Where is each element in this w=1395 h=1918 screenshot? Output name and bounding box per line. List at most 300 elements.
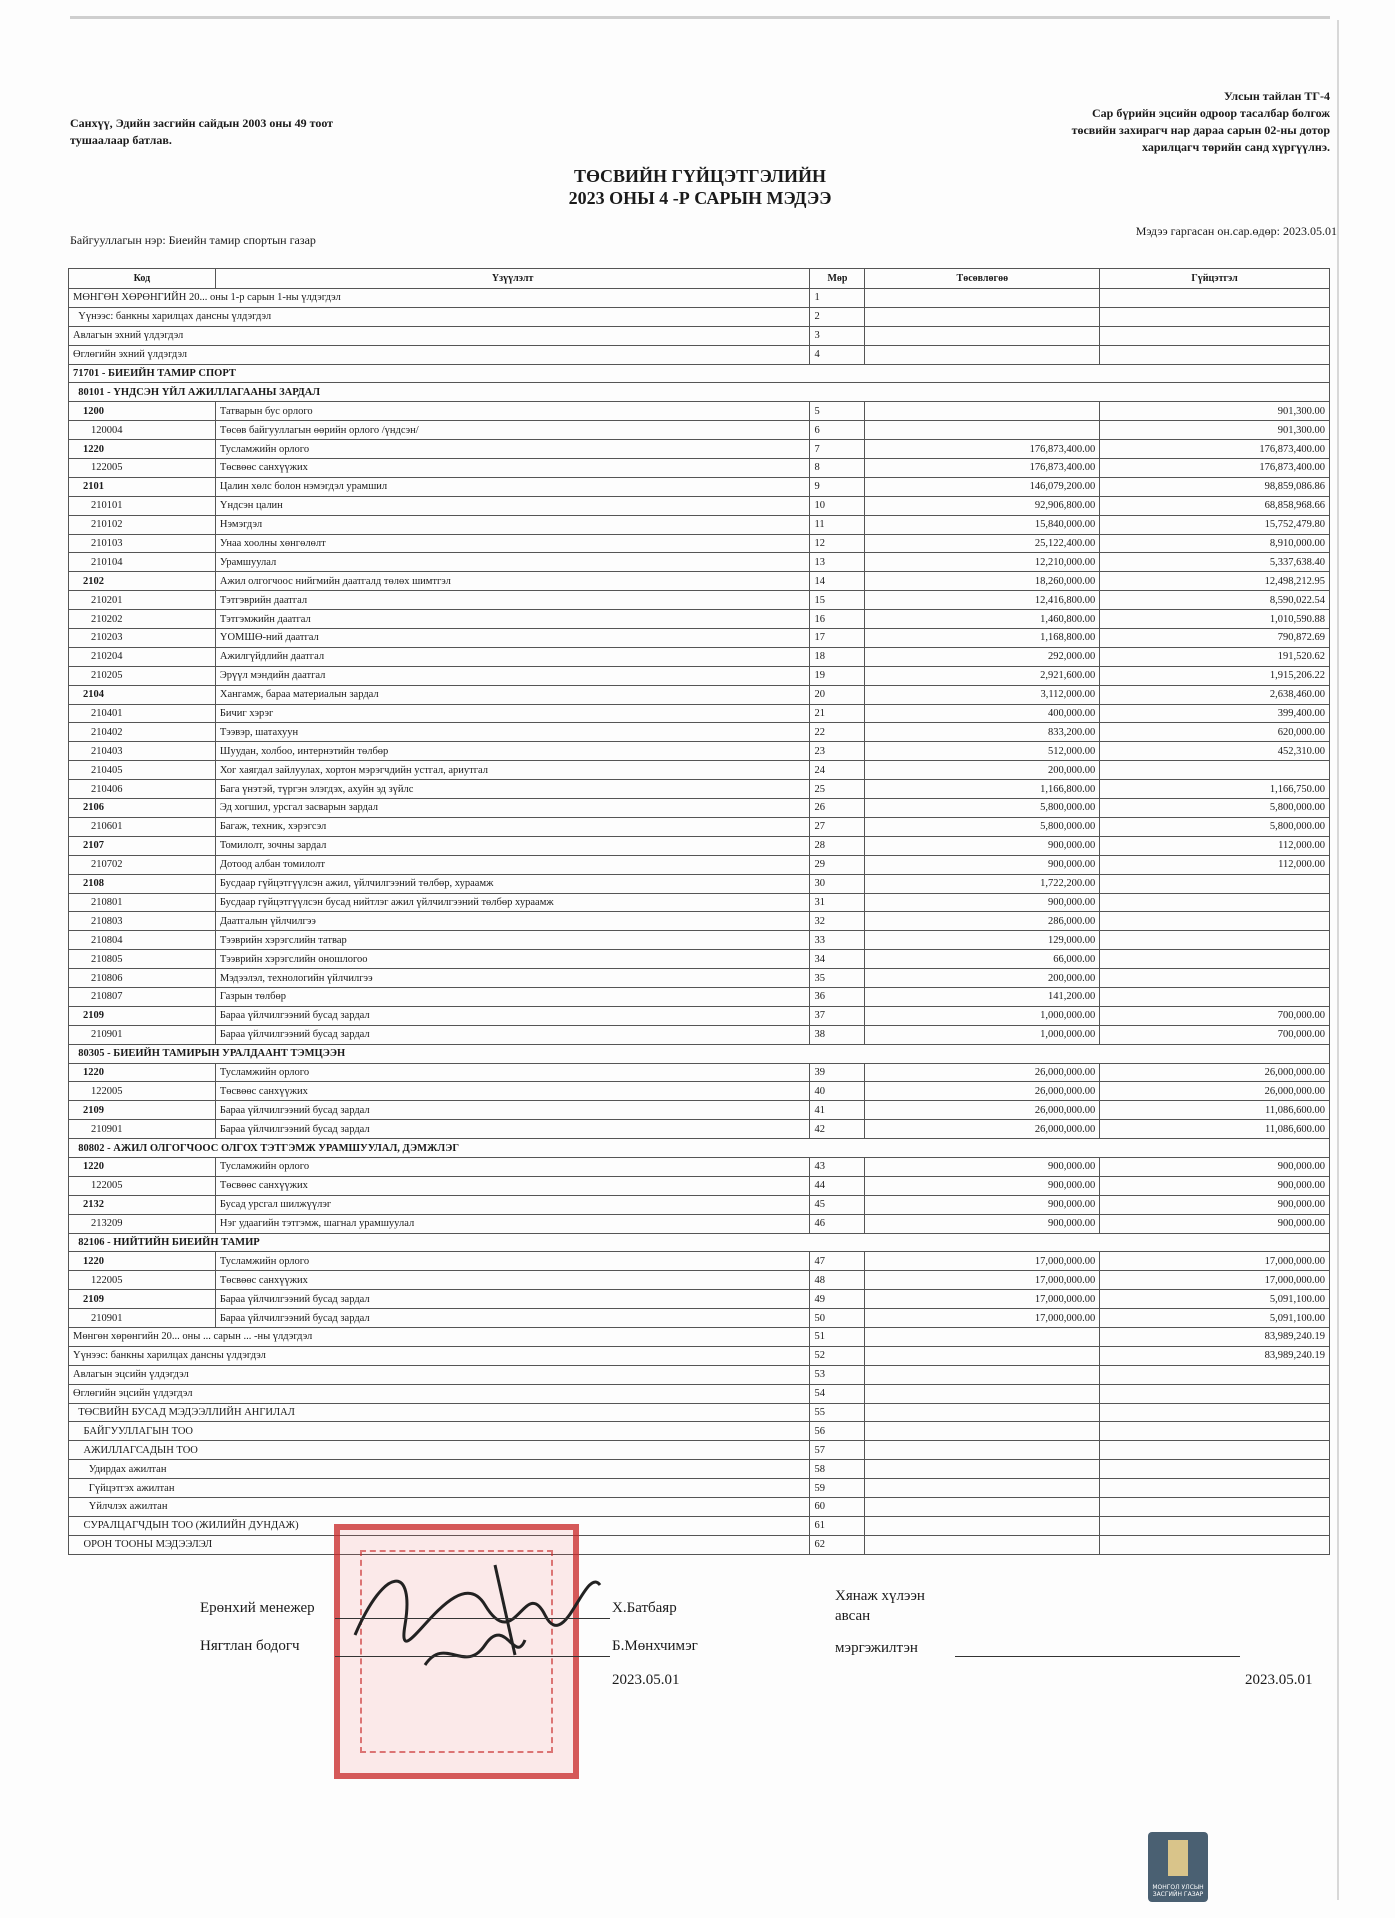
table-row — [69, 1214, 1330, 1233]
table-row — [69, 515, 1330, 534]
plan-value — [865, 1460, 1100, 1479]
plan-value: 18,260,000.00 — [865, 572, 1100, 591]
account-name: Эрүүл мэндийн даатгал — [215, 666, 810, 685]
table-row — [69, 1044, 1330, 1063]
accountant-name: Б.Мөнхчимэг — [612, 1638, 698, 1654]
table-row — [69, 1327, 1330, 1346]
account-name: Тусламжийн орлого — [215, 440, 810, 459]
row-number: 49 — [810, 1290, 865, 1309]
account-code: 120004 — [69, 421, 216, 440]
col-header-row: Мөр — [810, 269, 865, 289]
plan-value: 66,000.00 — [865, 950, 1100, 969]
plan-value: 17,000,000.00 — [865, 1309, 1100, 1328]
row-number: 18 — [810, 647, 865, 666]
table-row — [69, 1346, 1330, 1365]
table-row — [69, 1422, 1330, 1441]
account-name: Хангамж, бараа материалын зардал — [215, 685, 810, 704]
row-number: 16 — [810, 610, 865, 629]
plan-value: 900,000.00 — [865, 1176, 1100, 1195]
approval-line-1: Санхүү, Эдийн засгийн сайдын 2003 оны 49 тоот — [70, 116, 334, 130]
account-code: 2102 — [69, 572, 216, 591]
table-row — [69, 496, 1330, 515]
manager-name: Х.Батбаяр — [612, 1600, 677, 1616]
account-name: Нэг удаагийн тэтгэмж, шагнал урамшуулал — [215, 1214, 810, 1233]
actual-value — [1100, 307, 1330, 326]
row-number: 41 — [810, 1101, 865, 1120]
plan-value: 1,000,000.00 — [865, 1025, 1100, 1044]
actual-value: 26,000,000.00 — [1100, 1082, 1330, 1101]
row-number: 50 — [810, 1309, 865, 1328]
account-name: Тэтгэврийн даатгал — [215, 591, 810, 610]
row-number: 35 — [810, 969, 865, 988]
account-name: Бараа үйлчилгээний бусад зардал — [215, 1025, 810, 1044]
actual-value — [1100, 1460, 1330, 1479]
account-code: 210202 — [69, 610, 216, 629]
plan-value: 176,873,400.00 — [865, 440, 1100, 459]
form-note-line-4: харилцагч төрийн санд хүргүүлнэ. — [1141, 140, 1330, 154]
actual-value: 26,000,000.00 — [1100, 1063, 1330, 1082]
col-header-plan: Төсөвлөгөө — [865, 269, 1100, 289]
account-code: 210203 — [69, 629, 216, 648]
plan-value — [865, 326, 1100, 345]
row-number: 58 — [810, 1460, 865, 1479]
plan-value: 1,166,800.00 — [865, 780, 1100, 799]
plan-value: 17,000,000.00 — [865, 1252, 1100, 1271]
table-row — [69, 383, 1330, 402]
row-label: Өглөгийн эцсийн үлдэгдэл — [69, 1384, 810, 1403]
plan-value: 2,921,600.00 — [865, 666, 1100, 685]
account-code: 2106 — [69, 799, 216, 818]
plan-value: 146,079,200.00 — [865, 477, 1100, 496]
table-row — [69, 477, 1330, 496]
table-row — [69, 534, 1330, 553]
actual-value: 5,800,000.00 — [1100, 799, 1330, 818]
account-code: 210402 — [69, 723, 216, 742]
row-label: ОРОН ТООНЫ МЭДЭЭЛЭЛ — [69, 1535, 810, 1554]
logo-line-2: ЗАСГИЙН ГАЗАР — [1152, 1891, 1204, 1898]
account-name: Төсвөөс санхүүжих — [215, 1082, 810, 1101]
table-row — [69, 610, 1330, 629]
actual-value — [1100, 289, 1330, 308]
right-date: 2023.05.01 — [1245, 1672, 1313, 1688]
plan-value — [865, 1498, 1100, 1517]
row-number: 25 — [810, 780, 865, 799]
table-row — [69, 1384, 1330, 1403]
actual-value: 11,086,600.00 — [1100, 1101, 1330, 1120]
account-code: 2101 — [69, 477, 216, 496]
table-row — [69, 1157, 1330, 1176]
plan-value: 26,000,000.00 — [865, 1082, 1100, 1101]
row-number: 40 — [810, 1082, 865, 1101]
plan-value — [865, 1516, 1100, 1535]
table-row — [69, 1460, 1330, 1479]
account-name: Төсвөөс санхүүжих — [215, 1176, 810, 1195]
plan-value: 900,000.00 — [865, 1195, 1100, 1214]
row-number: 33 — [810, 931, 865, 950]
plan-value: 200,000.00 — [865, 969, 1100, 988]
actual-value: 620,000.00 — [1100, 723, 1330, 742]
actual-value — [1100, 1403, 1330, 1422]
plan-value: 15,840,000.00 — [865, 515, 1100, 534]
row-number: 47 — [810, 1252, 865, 1271]
table-row — [69, 572, 1330, 591]
account-code: 2104 — [69, 685, 216, 704]
row-number: 39 — [810, 1063, 865, 1082]
row-number: 34 — [810, 950, 865, 969]
row-number: 22 — [810, 723, 865, 742]
row-number: 48 — [810, 1271, 865, 1290]
account-name: Бага үнэтэй, түргэн элэгдэх, ахуйн эд зүйлс — [215, 780, 810, 799]
plan-value: 26,000,000.00 — [865, 1101, 1100, 1120]
row-label: СУРАЛЦАГЧДЫН ТОО (ЖИЛИЙН ДУНДАЖ) — [69, 1516, 810, 1535]
left-date: 2023.05.01 — [612, 1672, 680, 1688]
account-name: Бусдаар гүйцэтгүүлсэн бусад нийтлэг ажил үйлчилгээний төлбөр хураамж — [215, 893, 810, 912]
reviewer-title: мэргэжилтэн — [835, 1640, 918, 1656]
table-row — [69, 912, 1330, 931]
plan-value — [865, 1441, 1100, 1460]
account-name: Багаж, техник, хэрэгсэл — [215, 817, 810, 836]
table-row — [69, 289, 1330, 308]
section-heading: 80101 - ҮНДСЭН ҮЙЛ АЖИЛЛАГААНЫ ЗАРДАЛ — [69, 383, 1330, 402]
row-number: 55 — [810, 1403, 865, 1422]
row-label: МӨНГӨН ХӨРӨНГИЙН 20... оны 1-р сарын 1-ны үлдэгдэл — [69, 289, 810, 308]
actual-value: 1,166,750.00 — [1100, 780, 1330, 799]
account-code: 122005 — [69, 1082, 216, 1101]
row-number: 12 — [810, 534, 865, 553]
account-code: 122005 — [69, 459, 216, 478]
plan-value — [865, 1365, 1100, 1384]
table-row — [69, 1120, 1330, 1139]
table-row — [69, 1498, 1330, 1517]
account-code: 210205 — [69, 666, 216, 685]
actual-value: 2,638,460.00 — [1100, 685, 1330, 704]
account-name: ҮОМШӨ-ний даатгал — [215, 629, 810, 648]
account-name: Унаа хоолны хөнгөлөлт — [215, 534, 810, 553]
row-label: Авлагын эцсийн үлдэгдэл — [69, 1365, 810, 1384]
approval-note — [70, 115, 400, 149]
actual-value — [1100, 761, 1330, 780]
account-code: 210804 — [69, 931, 216, 950]
government-logo — [1148, 1832, 1208, 1902]
table-row — [69, 326, 1330, 345]
row-number: 53 — [810, 1365, 865, 1384]
account-name: Тэтгэмжийн даатгал — [215, 610, 810, 629]
row-number: 28 — [810, 836, 865, 855]
row-number: 60 — [810, 1498, 865, 1517]
actual-value — [1100, 1441, 1330, 1460]
row-number: 1 — [810, 289, 865, 308]
section-heading: 80305 - БИЕИЙН ТАМИРЫН УРАЛДААНТ ТЭМЦЭЭН — [69, 1044, 1330, 1063]
table-row — [69, 780, 1330, 799]
actual-value: 5,800,000.00 — [1100, 817, 1330, 836]
account-code: 122005 — [69, 1271, 216, 1290]
account-name: Тээвэр, шатахуун — [215, 723, 810, 742]
actual-value: 112,000.00 — [1100, 855, 1330, 874]
account-code: 1220 — [69, 1157, 216, 1176]
actual-value: 17,000,000.00 — [1100, 1252, 1330, 1271]
manager-title: Ерөнхий менежер — [200, 1600, 315, 1616]
reviewer-line-1: Хянаж хүлээн — [835, 1588, 925, 1604]
plan-value — [865, 1384, 1100, 1403]
row-label: Удирдах ажилтан — [69, 1460, 810, 1479]
table-row — [69, 723, 1330, 742]
actual-value: 790,872.69 — [1100, 629, 1330, 648]
account-code: 2109 — [69, 1006, 216, 1025]
section-heading: 71701 - БИЕИЙН ТАМИР СПОРТ — [69, 364, 1330, 383]
row-number: 37 — [810, 1006, 865, 1025]
plan-value: 12,210,000.00 — [865, 553, 1100, 572]
table-row — [69, 421, 1330, 440]
actual-value — [1100, 1498, 1330, 1517]
account-code: 210403 — [69, 742, 216, 761]
actual-value: 1,915,206.22 — [1100, 666, 1330, 685]
plan-value — [865, 402, 1100, 421]
actual-value: 176,873,400.00 — [1100, 459, 1330, 478]
plan-value: 3,112,000.00 — [865, 685, 1100, 704]
account-code: 2108 — [69, 874, 216, 893]
actual-value — [1100, 1535, 1330, 1554]
actual-value: 191,520.62 — [1100, 647, 1330, 666]
account-code: 210901 — [69, 1120, 216, 1139]
plan-value: 1,000,000.00 — [865, 1006, 1100, 1025]
row-number: 59 — [810, 1479, 865, 1498]
actual-value — [1100, 1479, 1330, 1498]
actual-value: 1,010,590.88 — [1100, 610, 1330, 629]
row-number: 36 — [810, 987, 865, 1006]
actual-value — [1100, 1384, 1330, 1403]
account-code: 2109 — [69, 1101, 216, 1120]
account-name: Тусламжийн орлого — [215, 1252, 810, 1271]
account-name: Бараа үйлчилгээний бусад зардал — [215, 1006, 810, 1025]
actual-value: 901,300.00 — [1100, 421, 1330, 440]
table-row — [69, 666, 1330, 685]
account-code: 1220 — [69, 440, 216, 459]
row-number: 6 — [810, 421, 865, 440]
table-row — [69, 1365, 1330, 1384]
plan-value: 400,000.00 — [865, 704, 1100, 723]
plan-value: 17,000,000.00 — [865, 1271, 1100, 1290]
table-row — [69, 987, 1330, 1006]
section-heading: 82106 - НИЙТИЙН БИЕИЙН ТАМИР — [69, 1233, 1330, 1252]
account-code: 210805 — [69, 950, 216, 969]
plan-value: 900,000.00 — [865, 893, 1100, 912]
account-name: Ажил олгогчоос нийгмийн даатгалд төлөх шимтгэл — [215, 572, 810, 591]
actual-value: 5,337,638.40 — [1100, 553, 1330, 572]
table-row — [69, 836, 1330, 855]
report-date: Мэдээ гаргасан он.сар.өдөр: 2023.05.01 — [1135, 224, 1337, 238]
account-name: Тээврийн хэрэгслийн татвар — [215, 931, 810, 950]
row-number: 26 — [810, 799, 865, 818]
account-name: Даатгалын үйлчилгээ — [215, 912, 810, 931]
actual-value: 700,000.00 — [1100, 1006, 1330, 1025]
account-name: Эд хогшил, урсгал засварын зардал — [215, 799, 810, 818]
plan-value — [865, 1327, 1100, 1346]
table-row — [69, 1176, 1330, 1195]
account-name: Мэдээлэл, технологийн үйлчилгээ — [215, 969, 810, 988]
title-line-1: ТӨСВИЙН ГҮЙЦЭТГЭЛИЙН — [573, 166, 827, 186]
account-code: 210702 — [69, 855, 216, 874]
actual-value: 12,498,212.95 — [1100, 572, 1330, 591]
account-name: Нэмэгдэл — [215, 515, 810, 534]
table-row — [69, 364, 1330, 383]
row-label: Мөнгөн хөрөнгийн 20... оны ... сарын ... -ны үлдэгдэл — [69, 1327, 810, 1346]
row-number: 30 — [810, 874, 865, 893]
actual-value: 900,000.00 — [1100, 1176, 1330, 1195]
table-row — [69, 1082, 1330, 1101]
row-number: 32 — [810, 912, 865, 931]
account-code: 2109 — [69, 1290, 216, 1309]
table-row — [69, 307, 1330, 326]
soyombo-icon — [1168, 1840, 1188, 1876]
row-number: 31 — [810, 893, 865, 912]
plan-value: 900,000.00 — [865, 836, 1100, 855]
plan-value: 12,416,800.00 — [865, 591, 1100, 610]
row-label: ТӨСВИЙН БУСАД МЭДЭЭЛЛИЙН АНГИЛАЛ — [69, 1403, 810, 1422]
row-number: 46 — [810, 1214, 865, 1233]
account-name: Бараа үйлчилгээний бусад зардал — [215, 1101, 810, 1120]
account-code: 210406 — [69, 780, 216, 799]
account-name: Ажилгүйдлийн даатгал — [215, 647, 810, 666]
row-number: 27 — [810, 817, 865, 836]
table-row — [69, 553, 1330, 572]
table-row — [69, 629, 1330, 648]
account-name: Татварын бус орлого — [215, 402, 810, 421]
table-row — [69, 855, 1330, 874]
table-row — [69, 1309, 1330, 1328]
row-number: 42 — [810, 1120, 865, 1139]
row-number: 2 — [810, 307, 865, 326]
account-code: 210204 — [69, 647, 216, 666]
actual-value — [1100, 931, 1330, 950]
plan-value: 129,000.00 — [865, 931, 1100, 950]
row-number: 14 — [810, 572, 865, 591]
plan-value: 900,000.00 — [865, 1157, 1100, 1176]
plan-value: 141,200.00 — [865, 987, 1100, 1006]
actual-value: 17,000,000.00 — [1100, 1271, 1330, 1290]
actual-value: 83,989,240.19 — [1100, 1346, 1330, 1365]
row-number: 29 — [810, 855, 865, 874]
table-row — [69, 704, 1330, 723]
table-row — [69, 742, 1330, 761]
actual-value — [1100, 326, 1330, 345]
table-row — [69, 817, 1330, 836]
account-name: Хог хаягдал зайлуулах, хортон мэрэгчдийн устгал, ариутгал — [215, 761, 810, 780]
row-label: Үйлчлэх ажилтан — [69, 1498, 810, 1517]
account-code: 210801 — [69, 893, 216, 912]
scan-right-edge — [1337, 20, 1339, 1900]
table-row — [69, 685, 1330, 704]
row-number: 13 — [810, 553, 865, 572]
account-name: Үндсэн цалин — [215, 496, 810, 515]
account-code: 210405 — [69, 761, 216, 780]
table-row — [69, 345, 1330, 364]
account-name: Төсвөөс санхүүжих — [215, 459, 810, 478]
row-number: 54 — [810, 1384, 865, 1403]
account-name: Бараа үйлчилгээний бусад зардал — [215, 1290, 810, 1309]
row-number: 9 — [810, 477, 865, 496]
document-title — [420, 165, 980, 209]
table-row — [69, 1063, 1330, 1082]
form-note-line-2: Сар бүрийн эцсийн одроор тасалбар болгож — [1092, 106, 1330, 120]
account-code: 210807 — [69, 987, 216, 1006]
actual-value — [1100, 345, 1330, 364]
row-label: Гүйцэтгэх ажилтан — [69, 1479, 810, 1498]
plan-value — [865, 1479, 1100, 1498]
account-code: 210803 — [69, 912, 216, 931]
account-code: 1220 — [69, 1252, 216, 1271]
actual-value: 8,910,000.00 — [1100, 534, 1330, 553]
account-code: 213209 — [69, 1214, 216, 1233]
actual-value — [1100, 1516, 1330, 1535]
table-row — [69, 761, 1330, 780]
table-row — [69, 950, 1330, 969]
plan-value: 292,000.00 — [865, 647, 1100, 666]
table-row — [69, 1233, 1330, 1252]
table-row — [69, 1535, 1330, 1554]
table-row — [69, 874, 1330, 893]
logo-line-1: МОНГОЛ УЛСЫН — [1152, 1884, 1204, 1891]
actual-value — [1100, 987, 1330, 1006]
table-row — [69, 1252, 1330, 1271]
accountant-title: Нягтлан бодогч — [200, 1638, 300, 1654]
account-name: Төсвөөс санхүүжих — [215, 1271, 810, 1290]
row-number: 57 — [810, 1441, 865, 1460]
actual-value: 83,989,240.19 — [1100, 1327, 1330, 1346]
account-code: 210101 — [69, 496, 216, 515]
row-number: 15 — [810, 591, 865, 610]
table-row — [69, 1290, 1330, 1309]
account-code: 1200 — [69, 402, 216, 421]
table-row — [69, 1479, 1330, 1498]
plan-value — [865, 1535, 1100, 1554]
signature-scribble — [345, 1545, 605, 1685]
account-name: Бараа үйлчилгээний бусад зардал — [215, 1309, 810, 1328]
account-code: 1220 — [69, 1063, 216, 1082]
table-row — [69, 402, 1330, 421]
row-number: 51 — [810, 1327, 865, 1346]
account-name: Төсөв байгууллагын өөрийн орлого /үндсэн/ — [215, 421, 810, 440]
scan-top-edge — [70, 16, 1330, 19]
plan-value: 833,200.00 — [865, 723, 1100, 742]
account-code: 210901 — [69, 1309, 216, 1328]
actual-value: 176,873,400.00 — [1100, 440, 1330, 459]
plan-value — [865, 345, 1100, 364]
actual-value: 5,091,100.00 — [1100, 1309, 1330, 1328]
actual-value: 112,000.00 — [1100, 836, 1330, 855]
actual-value: 900,000.00 — [1100, 1214, 1330, 1233]
table-row — [69, 1195, 1330, 1214]
account-name: Бусдаар гүйцэтгүүлсэн ажил, үйлчилгээний төлбөр, хураамж — [215, 874, 810, 893]
actual-value: 68,858,968.66 — [1100, 496, 1330, 515]
account-name: Бичиг хэрэг — [215, 704, 810, 723]
actual-value — [1100, 1365, 1330, 1384]
actual-value: 900,000.00 — [1100, 1195, 1330, 1214]
account-code: 210201 — [69, 591, 216, 610]
plan-value: 900,000.00 — [865, 855, 1100, 874]
plan-value: 1,722,200.00 — [865, 874, 1100, 893]
actual-value: 8,590,022.54 — [1100, 591, 1330, 610]
actual-value: 700,000.00 — [1100, 1025, 1330, 1044]
plan-value: 5,800,000.00 — [865, 817, 1100, 836]
account-name: Газрын төлбөр — [215, 987, 810, 1006]
plan-value: 286,000.00 — [865, 912, 1100, 931]
row-number: 19 — [810, 666, 865, 685]
table-header-row — [69, 269, 1330, 289]
row-number: 23 — [810, 742, 865, 761]
plan-value: 17,000,000.00 — [865, 1290, 1100, 1309]
table-row — [69, 931, 1330, 950]
accountant-sign-line — [335, 1656, 610, 1657]
